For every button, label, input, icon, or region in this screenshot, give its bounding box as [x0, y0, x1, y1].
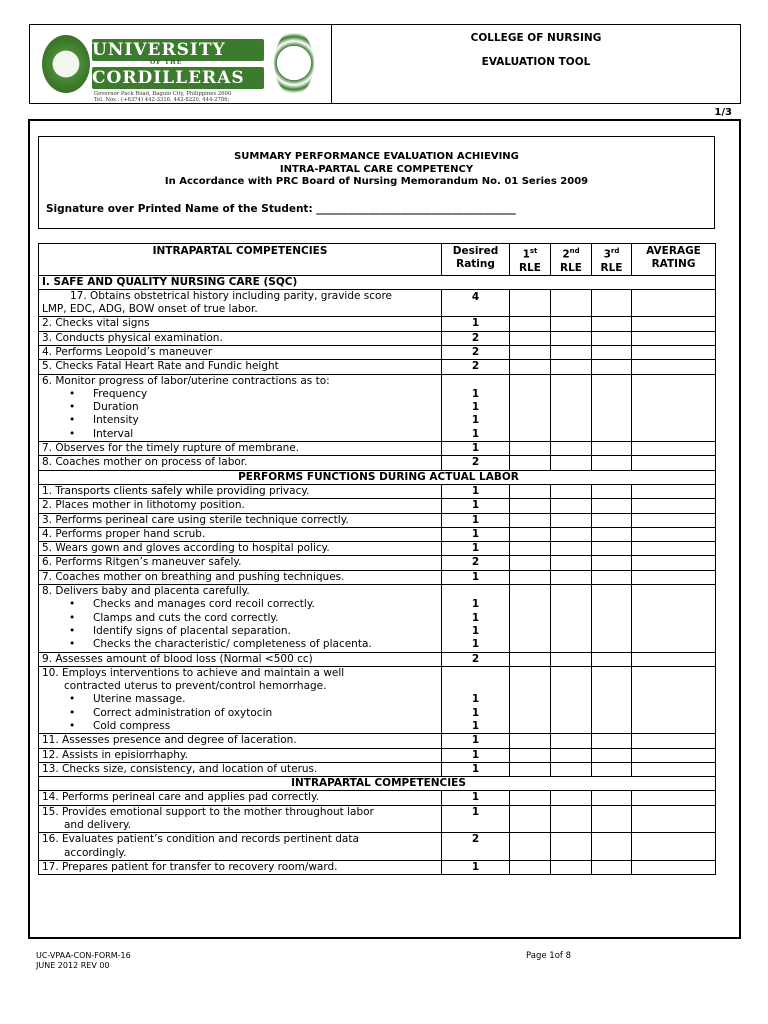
rating-cell[interactable] — [510, 513, 551, 527]
average-cell[interactable] — [632, 374, 716, 441]
header-1st-rle: 1st RLE — [510, 244, 551, 276]
competency-table — [38, 243, 716, 875]
average-cell[interactable] — [632, 748, 716, 762]
rating-cell[interactable] — [592, 542, 632, 556]
rating-cell[interactable] — [592, 331, 632, 345]
college-seal-icon — [274, 31, 314, 95]
page-number: Page 1of 8 — [526, 951, 571, 961]
average-cell[interactable] — [632, 317, 716, 331]
rating-cell[interactable] — [592, 484, 632, 498]
bullet-item: • Intensity — [42, 414, 441, 427]
rating-cell[interactable] — [592, 442, 632, 456]
average-cell[interactable] — [632, 360, 716, 374]
bullet-item: • Clamps and cuts the cord correctly. — [42, 612, 441, 625]
page-fraction: 1/3 — [714, 107, 732, 118]
rating-cell[interactable] — [592, 289, 632, 317]
college-name: COLLEGE OF NURSING — [470, 32, 602, 44]
rating-cell[interactable] — [510, 762, 551, 776]
rating-cell[interactable] — [510, 374, 551, 441]
section-title-intrapartal: INTRAPARTAL COMPETENCIES — [39, 777, 716, 791]
rating-cell[interactable] — [510, 748, 551, 762]
rating-cell[interactable] — [592, 762, 632, 776]
rating-cell[interactable] — [551, 289, 592, 317]
table-row: 3. Conducts physical examination. 2 — [39, 331, 716, 345]
rating-cell[interactable] — [551, 833, 592, 861]
rating-cell[interactable] — [551, 345, 592, 359]
rating-cell[interactable] — [551, 585, 592, 652]
average-cell[interactable] — [632, 556, 716, 570]
header-average-rating: AVERAGE RATING — [632, 244, 716, 276]
average-cell[interactable] — [632, 456, 716, 470]
rating-cell[interactable] — [551, 805, 592, 833]
rating-cell[interactable] — [592, 734, 632, 748]
bullet-item: • Checks and manages cord recoil correctly. — [42, 598, 441, 611]
rating-cell[interactable] — [510, 652, 551, 666]
average-cell[interactable] — [632, 345, 716, 359]
table-row: 3. Performs perineal care using sterile technique correctly. 1 — [39, 513, 716, 527]
title-line-3: In Accordance with PRC Board of Nursing Memorandum No. 01 Series 2009 — [164, 176, 589, 187]
rating-cell[interactable] — [551, 442, 592, 456]
average-cell[interactable] — [632, 734, 716, 748]
rating-cell[interactable] — [551, 456, 592, 470]
table-row: 14. Performs perineal care and applies pad correctly. 1 — [39, 791, 716, 805]
rating-cell[interactable] — [551, 762, 592, 776]
rating-cell[interactable] — [510, 456, 551, 470]
header-titles — [332, 25, 740, 103]
average-cell[interactable] — [632, 570, 716, 584]
table-row: 8. Coaches mother on process of labor. 2 — [39, 456, 716, 470]
bullet-item: • Checks the characteristic/ completeness of placenta. — [42, 638, 441, 651]
bullet-item: • Uterine massage. — [42, 693, 441, 706]
section-row — [39, 470, 716, 484]
rating-cell[interactable] — [510, 289, 551, 317]
rating-cell[interactable] — [510, 805, 551, 833]
table-row: 4. Performs proper hand scrub. 1 — [39, 527, 716, 541]
table-row: 15. Provides emotional support to the mother throughout labor and delivery. 1 — [39, 805, 716, 833]
rating-cell[interactable] — [551, 360, 592, 374]
rating-cell[interactable] — [592, 513, 632, 527]
logo-line-3: CORDILLERAS — [92, 68, 245, 88]
rating-cell[interactable] — [551, 527, 592, 541]
table-row: 2. Checks vital signs 1 — [39, 317, 716, 331]
rating-cell[interactable] — [510, 833, 551, 861]
average-cell[interactable] — [632, 833, 716, 861]
rating-cell[interactable] — [510, 556, 551, 570]
section-title-sqc: I. SAFE AND QUALITY NURSING CARE (SQC) — [39, 275, 716, 289]
header-2nd-rle: 2nd RLE — [551, 244, 592, 276]
rating-cell[interactable] — [510, 331, 551, 345]
rating-cell[interactable] — [551, 542, 592, 556]
logo-line-2: OF THE — [150, 59, 183, 66]
average-cell[interactable] — [632, 860, 716, 874]
average-cell[interactable] — [632, 791, 716, 805]
average-cell[interactable] — [632, 289, 716, 317]
rating-cell[interactable] — [592, 374, 632, 441]
rating-cell[interactable] — [551, 748, 592, 762]
rating-cell[interactable] — [510, 791, 551, 805]
rating-cell[interactable] — [551, 374, 592, 441]
rating-cell[interactable] — [592, 360, 632, 374]
average-cell[interactable] — [632, 513, 716, 527]
section-row — [39, 275, 716, 289]
rating-cell[interactable] — [592, 833, 632, 861]
rating-cell[interactable] — [592, 748, 632, 762]
table-row: 6. Performs Ritgen’s maneuver safely. 2 — [39, 556, 716, 570]
rating-cell[interactable] — [592, 791, 632, 805]
table-row: 17. Obtains obstetrical history including parity, gravide score LMP, EDC, ADG, BOW onset of true labor. 4 — [39, 289, 716, 317]
table-row: 9. Assesses amount of blood loss (Normal <500 cc) 2 — [39, 652, 716, 666]
rating-cell[interactable] — [510, 734, 551, 748]
header-desired-rating: Desired Rating — [442, 244, 510, 276]
average-cell[interactable] — [632, 527, 716, 541]
rating-cell[interactable] — [551, 791, 592, 805]
rating-cell[interactable] — [592, 666, 632, 733]
average-cell[interactable] — [632, 805, 716, 833]
rating-cell[interactable] — [551, 734, 592, 748]
average-cell[interactable] — [632, 499, 716, 513]
bullet-item: • Correct administration of oxytocin — [42, 707, 441, 720]
table-row: 16. Evaluates patient’s condition and records pertinent data accordingly. 2 — [39, 833, 716, 861]
bullet-item: • Interval — [42, 428, 441, 441]
rating-cell[interactable] — [592, 456, 632, 470]
rating-cell[interactable] — [510, 527, 551, 541]
address-line-1: Governor Pack Road, Baguio City, Philippines 2600 — [94, 91, 232, 97]
university-logo — [30, 25, 332, 103]
logo-line-1: UNIVERSITY — [92, 40, 226, 60]
table-header-row — [39, 244, 716, 276]
rating-cell[interactable] — [551, 499, 592, 513]
rating-cell[interactable] — [592, 556, 632, 570]
rating-cell[interactable] — [551, 484, 592, 498]
table-row: 10. Employs interventions to achieve and maintain a well contracted uterus to prevent/control hemorrhage. • Uterine massage. • Correct administration of oxytocin • Cold compress 1 1 1 — [39, 666, 716, 733]
average-cell[interactable] — [632, 331, 716, 345]
average-cell[interactable] — [632, 442, 716, 456]
rating-cell[interactable] — [551, 317, 592, 331]
rating-cell[interactable] — [592, 860, 632, 874]
rating-cell[interactable] — [551, 570, 592, 584]
rating-cell[interactable] — [592, 585, 632, 652]
table-row: 2. Places mother in lithotomy position. 1 — [39, 499, 716, 513]
rating-cell[interactable] — [592, 345, 632, 359]
bullet-item: • Cold compress — [42, 720, 441, 733]
title-box — [38, 136, 715, 229]
bullet-item: • Duration — [42, 401, 441, 414]
rating-cell[interactable] — [551, 513, 592, 527]
table-row: 5. Checks Fatal Heart Rate and Fundic height 2 — [39, 360, 716, 374]
table-row: 17. Prepares patient for transfer to recovery room/ward. 1 — [39, 860, 716, 874]
form-code: UC-VPAA-CON-FORM-16 JUNE 2012 REV 00 — [36, 951, 131, 970]
average-cell[interactable] — [632, 585, 716, 652]
table-row: 4. Performs Leopold’s maneuver 2 — [39, 345, 716, 359]
rating-cell[interactable] — [510, 317, 551, 331]
bullet-item: • Identify signs of placental separation. — [42, 625, 441, 638]
rating-cell[interactable] — [551, 331, 592, 345]
rating-cell[interactable] — [592, 652, 632, 666]
form-title: EVALUATION TOOL — [481, 55, 591, 68]
average-cell[interactable] — [632, 666, 716, 733]
table-row: 11. Assesses presence and degree of laceration. 1 — [39, 734, 716, 748]
table-row: 7. Coaches mother on breathing and pushing techniques. 1 — [39, 570, 716, 584]
document-header — [29, 24, 741, 104]
table-row: 13. Checks size, consistency, and location of uterus. 1 — [39, 762, 716, 776]
rating-cell[interactable] — [592, 805, 632, 833]
rating-cell[interactable] — [510, 360, 551, 374]
bullet-item: • Frequency — [42, 388, 441, 401]
address-line-2: Tel. Nos.: (+6374) 442-3316, 442-8220, 444-2786; — [94, 97, 230, 103]
signature-field[interactable]: Signature over Printed Name of the Student: ______________________________________ — [46, 203, 516, 215]
title-line-2: INTRA-PARTAL CARE COMPETENCY — [279, 163, 474, 175]
rating-cell[interactable] — [510, 499, 551, 513]
rating-cell[interactable] — [592, 570, 632, 584]
table-row: 8. Delivers baby and placenta carefully. • Checks and manages cord recoil correctly. • Clamps and cuts the cord correctly. • Identify signs of placental separation. • Checks the characteristic/ completeness of placenta. 1 1 1 1 — [39, 585, 716, 652]
section-row — [39, 777, 716, 791]
average-cell[interactable] — [632, 652, 716, 666]
rating-cell[interactable] — [510, 860, 551, 874]
section-title-actual-labor: PERFORMS FUNCTIONS DURING ACTUAL LABOR — [39, 470, 716, 484]
rating-cell[interactable] — [592, 317, 632, 331]
table-row: 6. Monitor progress of labor/uterine contractions as to: • Frequency • Duration • Intensity • Interval 1 1 1 1 — [39, 374, 716, 441]
rating-cell[interactable] — [510, 585, 551, 652]
rating-cell[interactable] — [510, 666, 551, 733]
rating-cell[interactable] — [551, 666, 592, 733]
rating-cell[interactable] — [551, 860, 592, 874]
rating-cell[interactable] — [510, 442, 551, 456]
average-cell[interactable] — [632, 484, 716, 498]
header-3rd-rle: 3rd RLE — [592, 244, 632, 276]
table-row: 12. Assists in episiorrhaphy. 1 — [39, 748, 716, 762]
rating-cell[interactable] — [592, 527, 632, 541]
rating-cell[interactable] — [510, 345, 551, 359]
rating-cell[interactable] — [551, 652, 592, 666]
table-row: 7. Observes for the timely rupture of membrane. 1 — [39, 442, 716, 456]
table-row: 1. Transports clients safely while providing privacy. 1 — [39, 484, 716, 498]
rating-cell[interactable] — [510, 484, 551, 498]
title-line-1: SUMMARY PERFORMANCE EVALUATION ACHIEVING — [234, 151, 519, 162]
rating-cell[interactable] — [510, 542, 551, 556]
rating-cell[interactable] — [510, 570, 551, 584]
rating-cell[interactable] — [551, 556, 592, 570]
rating-cell[interactable] — [592, 499, 632, 513]
average-cell[interactable] — [632, 762, 716, 776]
average-cell[interactable] — [632, 542, 716, 556]
university-seal-icon — [42, 35, 90, 93]
header-competencies: INTRAPARTAL COMPETENCIES — [39, 244, 442, 276]
table-row: 5. Wears gown and gloves according to hospital policy. 1 — [39, 542, 716, 556]
